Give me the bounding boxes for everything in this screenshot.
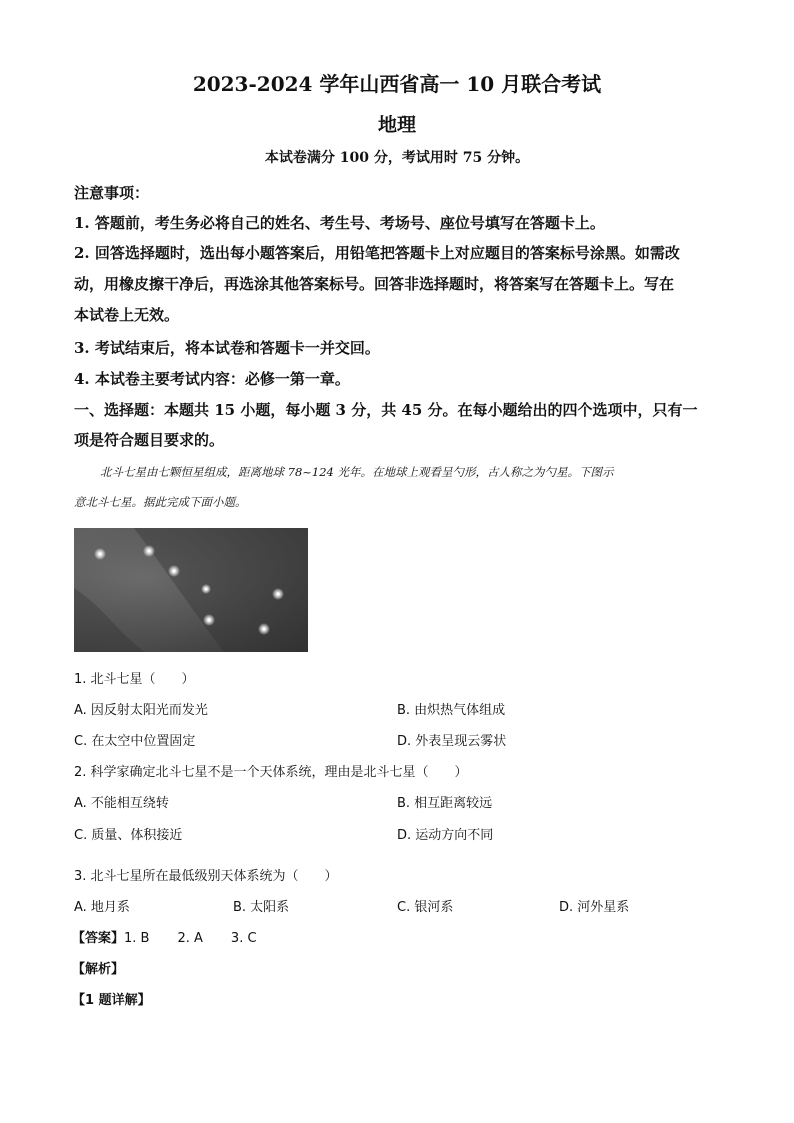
question-1-option-b: B. 由炽热气体组成: [397, 703, 506, 718]
question-2-option-b: B. 相互距离较远: [397, 796, 493, 811]
question-3-stem: 3. 北斗七星所在最低级别天体系统为（ ）: [74, 869, 338, 884]
answer-2: 2. A: [177, 931, 203, 946]
big-dipper-stars: [74, 528, 308, 652]
notice-heading: 注意事项：: [74, 184, 150, 202]
question-3-option-a: A. 地月系: [74, 900, 130, 915]
notice-item-4: 4. 本试卷主要考试内容：必修一第一章。: [74, 370, 350, 388]
answer-3: 3. C: [230, 931, 257, 946]
subject-title: 地理: [377, 114, 416, 136]
section-heading-line-1: 一、选择题：本题共 15 小题，每小题 3 分，共 45 分。在每小题给出的四个选项中，只有一: [74, 401, 698, 419]
star-alioth: [203, 614, 215, 626]
question-2-option-a: A. 不能相互绕转: [74, 796, 169, 811]
question-2-option-d: D. 运动方向不同: [397, 828, 494, 843]
question-2-option-c: C. 质量、体积接近: [74, 828, 183, 843]
analysis-tag: 【解析】: [72, 962, 125, 977]
question-2-stem: 2. 科学家确定北斗七星不是一个天体系统，理由是北斗七星（ ）: [74, 765, 468, 780]
star-megrez: [201, 584, 211, 594]
star-alkaid: [258, 623, 270, 635]
answer-line: [72, 931, 257, 947]
notice-item-1: 1. 答题前，考生务必将自己的姓名、考生号、考场号、座位号填写在答题卡上。: [74, 214, 605, 232]
question-1-option-c: C. 在太空中位置固定: [74, 734, 196, 749]
notice-item-2-line-2: 动，用橡皮擦干净后，再选涂其他答案标号。回答非选择题时，将答案写在答题卡上。写在: [74, 275, 675, 293]
exam-title: 2023-2024 学年山西省高一 10 月联合考试: [192, 72, 602, 96]
question-1-stem: 1. 北斗七星（ ）: [74, 672, 195, 687]
question-3-option-c: C. 银河系: [397, 900, 454, 915]
answer-tag: 【答案】: [72, 931, 125, 946]
star-mizar: [272, 588, 284, 600]
notice-item-3: 3. 考试结束后，将本试卷和答题卡一并交回。: [74, 339, 380, 357]
question-1-option-a: A. 因反射太阳光而发光: [74, 703, 208, 718]
star-merak: [143, 545, 155, 557]
question-3-option-b: B. 太阳系: [233, 900, 290, 915]
material-line-1: 北斗七星由七颗恒星组成，距离地球 78~124 光年。在地球上观看呈勺形，古人称之为勺星。下图示: [100, 465, 614, 479]
answer-1: 1. B: [124, 931, 150, 946]
detail-tag: 【1 题详解】: [72, 993, 151, 1008]
big-dipper-photo: [74, 528, 308, 652]
star-dubhe: [94, 548, 106, 560]
material-line-2: 意北斗七星。据此完成下面小题。: [74, 495, 247, 509]
section-heading-line-2: 项是符合题目要求的。: [74, 431, 225, 449]
exam-note: 本试卷满分 100 分，考试用时 75 分钟。: [264, 150, 530, 166]
notice-item-2-line-3: 本试卷上无效。: [74, 306, 180, 324]
star-phecda: [168, 565, 180, 577]
notice-item-2-line-1: 2. 回答选择题时，选出每小题答案后，用铅笔把答题卡上对应题目的答案标号涂黑。如需改: [74, 244, 680, 262]
question-1-option-d: D. 外表呈现云雾状: [397, 734, 507, 749]
question-3-option-d: D. 河外星系: [559, 900, 630, 915]
